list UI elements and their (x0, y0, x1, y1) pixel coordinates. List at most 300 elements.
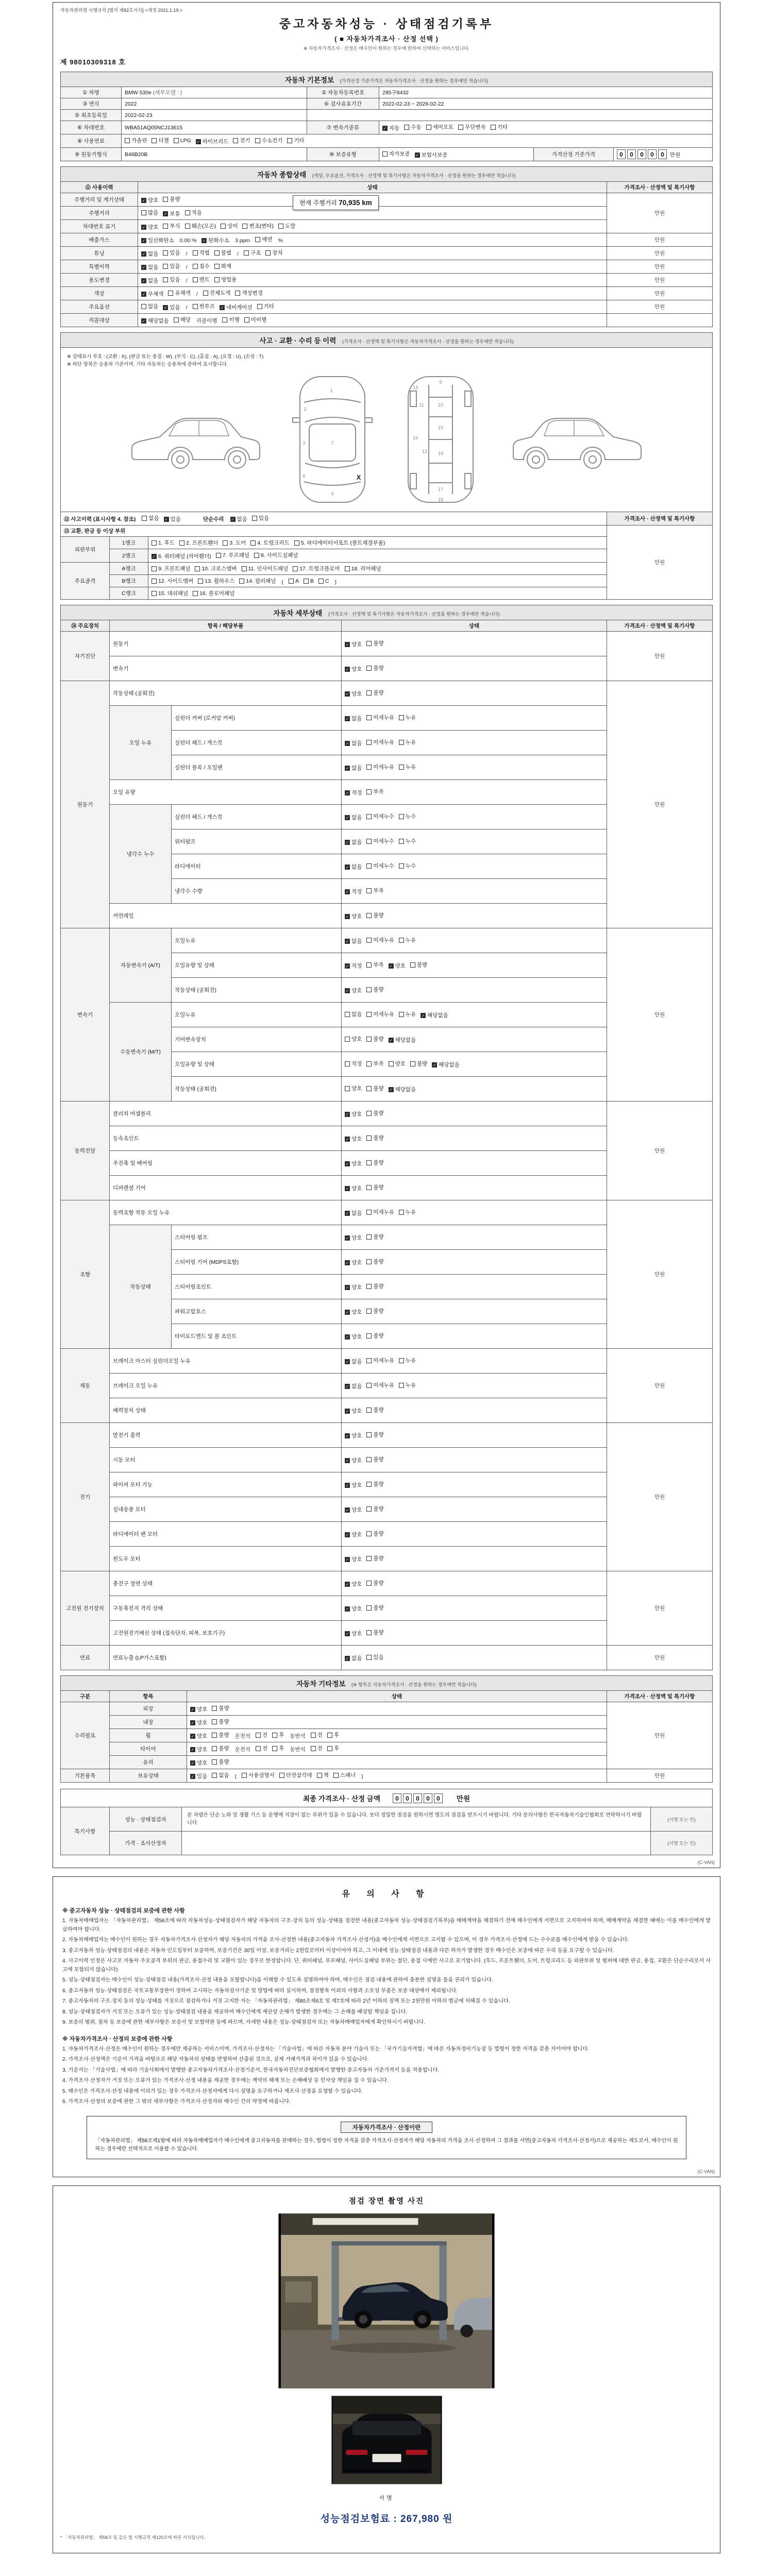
checkbox-option[interactable] (399, 738, 416, 746)
checkbox-unchecked-icon[interactable] (168, 291, 173, 296)
checkbox-unchecked-icon[interactable] (244, 250, 249, 256)
checkbox-unchecked-icon[interactable] (195, 566, 200, 571)
checkbox-checked-icon[interactable] (345, 1334, 350, 1340)
checkbox-option[interactable] (279, 1771, 312, 1779)
checkbox-option[interactable] (345, 814, 362, 821)
checkbox-option[interactable] (366, 1604, 383, 1612)
checkbox-option[interactable] (317, 1771, 329, 1779)
checkbox-unchecked-icon[interactable] (333, 1773, 339, 1778)
checkbox-option[interactable] (382, 150, 410, 158)
checkbox-option[interactable] (196, 138, 229, 145)
checkbox-option[interactable] (345, 739, 362, 747)
checkbox-option[interactable] (252, 514, 269, 522)
checkbox-option[interactable] (212, 1758, 229, 1766)
checkbox-unchecked-icon[interactable] (222, 317, 227, 323)
checkbox-option[interactable] (256, 1731, 267, 1739)
checkbox-unchecked-icon[interactable] (399, 765, 404, 770)
checkbox-unchecked-icon[interactable] (399, 740, 404, 745)
checkbox-unchecked-icon[interactable] (366, 962, 372, 968)
checkbox-unchecked-icon[interactable] (244, 317, 249, 323)
checkbox-option[interactable] (366, 1233, 383, 1241)
checkbox-option[interactable] (242, 565, 289, 572)
checkbox-option[interactable] (345, 1084, 362, 1092)
checkbox-checked-icon[interactable] (163, 305, 168, 310)
checkbox-unchecked-icon[interactable] (366, 1556, 372, 1561)
checkbox-unchecked-icon[interactable] (345, 566, 350, 571)
checkbox-option[interactable] (190, 1759, 207, 1767)
checkbox-checked-icon[interactable] (345, 840, 350, 845)
checkbox-checked-icon[interactable] (190, 1774, 195, 1779)
checkbox-option[interactable] (287, 137, 304, 144)
checkbox-option[interactable] (366, 1554, 383, 1562)
checkbox-option[interactable] (458, 123, 486, 131)
checkbox-checked-icon[interactable] (141, 198, 146, 203)
checkbox-option[interactable] (345, 565, 381, 572)
checkbox-option[interactable] (345, 1432, 362, 1439)
checkbox-option[interactable] (193, 276, 210, 283)
checkbox-unchecked-icon[interactable] (491, 125, 496, 130)
checkbox-unchecked-icon[interactable] (366, 1086, 372, 1091)
checkbox-option[interactable] (366, 689, 383, 697)
checkbox-checked-icon[interactable] (345, 1310, 350, 1315)
checkbox-option[interactable] (223, 539, 246, 547)
checkbox-checked-icon[interactable] (141, 225, 146, 230)
checkbox-option[interactable] (152, 539, 175, 547)
checkbox-option[interactable] (125, 137, 147, 144)
checkbox-option[interactable] (410, 1060, 427, 1067)
checkbox-unchecked-icon[interactable] (272, 1733, 277, 1738)
checkbox-checked-icon[interactable] (345, 1483, 350, 1488)
checkbox-unchecked-icon[interactable] (366, 1061, 372, 1066)
checkbox-option[interactable] (141, 223, 158, 231)
checkbox-checked-icon[interactable] (345, 988, 350, 993)
checkbox-checked-icon[interactable] (345, 1532, 350, 1537)
checkbox-option[interactable] (366, 639, 383, 647)
checkbox-option[interactable] (185, 209, 202, 216)
checkbox-option[interactable] (366, 1579, 383, 1587)
checkbox-option[interactable] (366, 1505, 383, 1513)
checkbox-checked-icon[interactable] (345, 1137, 350, 1142)
checkbox-option[interactable] (366, 1653, 383, 1661)
checkbox-option[interactable] (345, 1382, 362, 1390)
checkbox-unchecked-icon[interactable] (366, 1333, 372, 1338)
checkbox-unchecked-icon[interactable] (366, 1531, 372, 1536)
checkbox-unchecked-icon[interactable] (366, 765, 372, 770)
checkbox-option[interactable] (345, 863, 362, 871)
checkbox-option[interactable] (152, 589, 188, 597)
checkbox-option[interactable] (345, 1605, 362, 1613)
checkbox-option[interactable] (366, 1381, 394, 1389)
checkbox-unchecked-icon[interactable] (399, 863, 404, 869)
checkbox-option[interactable] (244, 316, 266, 324)
checkbox-unchecked-icon[interactable] (212, 1773, 217, 1778)
checkbox-option[interactable] (366, 1332, 383, 1340)
checkbox-unchecked-icon[interactable] (327, 1746, 332, 1751)
checkbox-option[interactable] (426, 123, 454, 131)
checkbox-option[interactable] (198, 577, 234, 585)
checkbox-option[interactable] (163, 222, 180, 230)
checkbox-option[interactable] (366, 763, 394, 771)
checkbox-option[interactable] (190, 1732, 207, 1740)
checkbox-option[interactable] (366, 1455, 383, 1463)
checkbox-option[interactable] (366, 1357, 394, 1364)
checkbox-checked-icon[interactable] (163, 211, 168, 216)
checkbox-option[interactable] (366, 887, 383, 894)
checkbox-option[interactable] (366, 1208, 394, 1216)
checkbox-unchecked-icon[interactable] (311, 1733, 316, 1738)
checkbox-option[interactable] (327, 1731, 339, 1739)
checkbox-option[interactable] (366, 961, 383, 969)
checkbox-option[interactable] (193, 262, 210, 270)
checkbox-checked-icon[interactable] (196, 139, 201, 144)
checkbox-option[interactable] (345, 912, 362, 920)
checkbox-unchecked-icon[interactable] (212, 1759, 217, 1765)
appraiser-signature-area[interactable]: (서명 또는 인) (651, 1832, 713, 1855)
checkbox-unchecked-icon[interactable] (278, 224, 283, 229)
checkbox-option[interactable] (399, 936, 416, 944)
checkbox-option[interactable] (333, 1771, 356, 1779)
checkbox-unchecked-icon[interactable] (366, 814, 372, 819)
checkbox-unchecked-icon[interactable] (255, 138, 260, 143)
checkbox-option[interactable] (214, 262, 231, 270)
checkbox-option[interactable] (366, 812, 394, 820)
checkbox-option[interactable] (345, 1531, 362, 1538)
checkbox-unchecked-icon[interactable] (256, 1733, 261, 1738)
checkbox-option[interactable] (163, 249, 180, 257)
checkbox-checked-icon[interactable] (345, 865, 350, 870)
checkbox-option[interactable] (195, 565, 237, 572)
checkbox-unchecked-icon[interactable] (125, 138, 130, 143)
checkbox-option[interactable] (293, 565, 340, 572)
checkbox-checked-icon[interactable] (421, 1013, 426, 1018)
checkbox-unchecked-icon[interactable] (366, 1457, 372, 1462)
checkbox-option[interactable] (327, 1744, 339, 1752)
checkbox-unchecked-icon[interactable] (366, 913, 372, 918)
checkbox-option[interactable] (345, 1184, 362, 1192)
checkbox-unchecked-icon[interactable] (318, 579, 324, 584)
checkbox-option[interactable] (389, 1086, 416, 1093)
checkbox-option[interactable] (366, 1258, 383, 1265)
checkbox-checked-icon[interactable] (141, 292, 146, 297)
checkbox-option[interactable] (272, 1744, 284, 1752)
checkbox-checked-icon[interactable] (345, 1211, 350, 1216)
checkbox-unchecked-icon[interactable] (345, 1037, 350, 1042)
checkbox-option[interactable] (311, 1731, 323, 1739)
checkbox-checked-icon[interactable] (141, 278, 146, 283)
checkbox-option[interactable] (366, 1406, 383, 1414)
checkbox-unchecked-icon[interactable] (141, 210, 146, 215)
checkbox-unchecked-icon[interactable] (163, 277, 168, 282)
checkbox-option[interactable] (255, 235, 272, 243)
checkbox-unchecked-icon[interactable] (212, 1719, 217, 1724)
checkbox-unchecked-icon[interactable] (366, 1234, 372, 1240)
checkbox-option[interactable] (163, 210, 180, 217)
checkbox-option[interactable] (244, 249, 261, 257)
checkbox-option[interactable] (220, 303, 253, 311)
checkbox-unchecked-icon[interactable] (458, 125, 463, 130)
checkbox-unchecked-icon[interactable] (152, 566, 157, 571)
checkbox-unchecked-icon[interactable] (242, 1773, 247, 1778)
checkbox-option[interactable] (201, 236, 229, 244)
checkbox-unchecked-icon[interactable] (366, 666, 372, 671)
checkbox-option[interactable] (242, 222, 274, 230)
checkbox-option[interactable] (345, 1308, 362, 1316)
checkbox-option[interactable] (190, 1705, 207, 1713)
checkbox-option[interactable] (366, 911, 383, 919)
checkbox-option[interactable] (345, 937, 362, 945)
checkbox-option[interactable] (212, 1704, 229, 1712)
checkbox-checked-icon[interactable] (345, 1384, 350, 1389)
checkbox-unchecked-icon[interactable] (255, 237, 260, 242)
checkbox-option[interactable] (345, 789, 362, 796)
checkbox-option[interactable] (345, 1135, 362, 1143)
checkbox-option[interactable] (168, 289, 190, 297)
checkbox-unchecked-icon[interactable] (366, 1581, 372, 1586)
checkbox-option[interactable] (366, 1134, 383, 1142)
checkbox-option[interactable] (399, 714, 416, 721)
checkbox-option[interactable] (389, 1036, 416, 1044)
checkbox-option[interactable] (294, 539, 385, 547)
checkbox-option[interactable] (399, 812, 416, 820)
checkbox-unchecked-icon[interactable] (366, 1605, 372, 1611)
checkbox-unchecked-icon[interactable] (223, 540, 228, 546)
checkbox-option[interactable] (366, 1010, 394, 1018)
checkbox-unchecked-icon[interactable] (399, 715, 404, 720)
checkbox-option[interactable] (415, 151, 448, 159)
checkbox-option[interactable] (366, 1035, 383, 1043)
checkbox-checked-icon[interactable] (190, 1707, 195, 1712)
checkbox-option[interactable] (345, 640, 362, 648)
checkbox-unchecked-icon[interactable] (366, 690, 372, 696)
checkbox-option[interactable] (257, 302, 274, 310)
checkbox-checked-icon[interactable] (345, 1656, 350, 1661)
checkbox-unchecked-icon[interactable] (366, 641, 372, 646)
checkbox-unchecked-icon[interactable] (193, 250, 198, 256)
checkbox-option[interactable] (230, 515, 247, 523)
checkbox-option[interactable] (382, 124, 399, 132)
checkbox-option[interactable] (174, 138, 191, 144)
checkbox-unchecked-icon[interactable] (185, 210, 190, 215)
checkbox-checked-icon[interactable] (141, 238, 146, 243)
checkbox-option[interactable] (366, 788, 383, 795)
checkbox-option[interactable] (141, 196, 158, 204)
checkbox-option[interactable] (366, 1480, 383, 1488)
checkbox-option[interactable] (345, 764, 362, 772)
checkbox-unchecked-icon[interactable] (366, 839, 372, 844)
checkbox-unchecked-icon[interactable] (235, 291, 240, 296)
checkbox-option[interactable] (203, 289, 231, 297)
checkbox-unchecked-icon[interactable] (399, 814, 404, 819)
checkbox-checked-icon[interactable] (345, 1507, 350, 1513)
checkbox-checked-icon[interactable] (389, 1087, 394, 1092)
checkbox-unchecked-icon[interactable] (399, 839, 404, 844)
checkbox-option[interactable] (255, 137, 283, 144)
checkbox-unchecked-icon[interactable] (366, 938, 372, 943)
checkbox-unchecked-icon[interactable] (366, 1630, 372, 1635)
checkbox-unchecked-icon[interactable] (152, 591, 157, 596)
checkbox-unchecked-icon[interactable] (163, 224, 168, 229)
checkbox-unchecked-icon[interactable] (366, 1506, 372, 1512)
checkbox-unchecked-icon[interactable] (198, 579, 203, 584)
checkbox-unchecked-icon[interactable] (242, 224, 247, 229)
checkbox-checked-icon[interactable] (201, 238, 207, 243)
checkbox-option[interactable] (366, 837, 394, 845)
checkbox-unchecked-icon[interactable] (399, 938, 404, 943)
checkbox-option[interactable] (345, 1060, 362, 1067)
checkbox-option[interactable] (190, 1772, 207, 1780)
checkbox-option[interactable] (345, 1110, 362, 1118)
checkbox-option[interactable] (389, 962, 406, 970)
checkbox-option[interactable] (345, 1035, 362, 1043)
checkbox-unchecked-icon[interactable] (185, 224, 190, 229)
checkbox-checked-icon[interactable] (345, 716, 350, 721)
checkbox-unchecked-icon[interactable] (304, 579, 309, 584)
checkbox-unchecked-icon[interactable] (256, 1746, 261, 1751)
checkbox-unchecked-icon[interactable] (214, 264, 220, 269)
checkbox-checked-icon[interactable] (389, 1038, 394, 1043)
checkbox-unchecked-icon[interactable] (366, 1432, 372, 1437)
checkbox-checked-icon[interactable] (345, 1359, 350, 1364)
checkbox-option[interactable] (212, 1718, 229, 1725)
checkbox-unchecked-icon[interactable] (257, 304, 262, 309)
checkbox-unchecked-icon[interactable] (366, 1284, 372, 1289)
checkbox-option[interactable] (164, 515, 181, 523)
checkbox-checked-icon[interactable] (345, 1409, 350, 1414)
checkbox-unchecked-icon[interactable] (294, 540, 299, 546)
checkbox-unchecked-icon[interactable] (345, 1061, 350, 1066)
checkbox-unchecked-icon[interactable] (152, 579, 157, 584)
checkbox-option[interactable] (212, 1771, 229, 1779)
inspector-signature-area[interactable]: (서명 또는 인) (651, 1807, 713, 1832)
checkbox-unchecked-icon[interactable] (287, 138, 292, 143)
checkbox-option[interactable] (404, 123, 421, 131)
checkbox-checked-icon[interactable] (345, 963, 350, 969)
checkbox-option[interactable] (345, 1407, 362, 1415)
checkbox-unchecked-icon[interactable] (366, 1408, 372, 1413)
checkbox-option[interactable] (345, 1481, 362, 1489)
checkbox-option[interactable] (265, 249, 282, 257)
checkbox-option[interactable] (366, 1307, 383, 1315)
checkbox-unchecked-icon[interactable] (366, 1037, 372, 1042)
checkbox-option[interactable] (366, 714, 394, 721)
checkbox-unchecked-icon[interactable] (152, 540, 157, 546)
checkbox-checked-icon[interactable] (345, 766, 350, 771)
checkbox-unchecked-icon[interactable] (366, 1383, 372, 1388)
checkbox-unchecked-icon[interactable] (366, 1136, 372, 1141)
checkbox-unchecked-icon[interactable] (317, 1773, 322, 1778)
checkbox-checked-icon[interactable] (345, 939, 350, 944)
checkbox-option[interactable] (345, 1160, 362, 1167)
checkbox-unchecked-icon[interactable] (265, 250, 271, 256)
checkbox-checked-icon[interactable] (432, 1062, 437, 1067)
checkbox-unchecked-icon[interactable] (345, 1086, 350, 1091)
checkbox-checked-icon[interactable] (345, 1582, 350, 1587)
checkbox-unchecked-icon[interactable] (179, 540, 184, 546)
checkbox-checked-icon[interactable] (190, 1734, 195, 1739)
checkbox-option[interactable] (311, 1744, 323, 1752)
checkbox-option[interactable] (318, 578, 329, 584)
checkbox-option[interactable] (366, 862, 394, 870)
checkbox-unchecked-icon[interactable] (366, 987, 372, 992)
checkbox-option[interactable] (345, 1580, 362, 1588)
checkbox-option[interactable] (272, 1731, 284, 1739)
checkbox-checked-icon[interactable] (382, 126, 388, 131)
checkbox-option[interactable] (254, 551, 298, 559)
checkbox-unchecked-icon[interactable] (399, 1383, 404, 1388)
checkbox-option[interactable] (366, 1159, 383, 1166)
checkbox-option[interactable] (193, 589, 234, 597)
checkbox-checked-icon[interactable] (389, 963, 394, 969)
checkbox-checked-icon[interactable] (345, 815, 350, 820)
checkbox-option[interactable] (491, 123, 508, 131)
checkbox-checked-icon[interactable] (345, 790, 350, 795)
checkbox-unchecked-icon[interactable] (233, 138, 238, 143)
checkbox-option[interactable] (345, 1010, 362, 1018)
checkbox-option[interactable] (163, 262, 180, 270)
checkbox-option[interactable] (239, 577, 276, 585)
checkbox-option[interactable] (345, 1234, 362, 1242)
checkbox-unchecked-icon[interactable] (239, 579, 244, 584)
checkbox-option[interactable] (163, 276, 180, 283)
checkbox-option[interactable] (345, 1555, 362, 1563)
checkbox-option[interactable] (141, 209, 158, 216)
checkbox-option[interactable] (212, 1731, 229, 1739)
checkbox-unchecked-icon[interactable] (214, 250, 220, 256)
checkbox-unchecked-icon[interactable] (254, 553, 259, 558)
checkbox-unchecked-icon[interactable] (272, 1746, 277, 1751)
checkbox-unchecked-icon[interactable] (366, 1655, 372, 1660)
checkbox-unchecked-icon[interactable] (366, 1358, 372, 1363)
checkbox-unchecked-icon[interactable] (389, 1061, 394, 1066)
checkbox-unchecked-icon[interactable] (193, 264, 198, 269)
checkbox-unchecked-icon[interactable] (141, 304, 146, 309)
checkbox-option[interactable] (345, 665, 362, 673)
checkbox-unchecked-icon[interactable] (163, 264, 168, 269)
checkbox-option[interactable] (366, 986, 383, 993)
checkbox-option[interactable] (399, 763, 416, 771)
checkbox-option[interactable] (216, 551, 249, 559)
checkbox-checked-icon[interactable] (345, 1161, 350, 1166)
checkbox-checked-icon[interactable] (345, 889, 350, 894)
checkbox-option[interactable] (399, 1010, 416, 1018)
checkbox-option[interactable] (399, 837, 416, 845)
checkbox-checked-icon[interactable] (220, 305, 225, 310)
checkbox-option[interactable] (345, 1654, 362, 1662)
checkbox-unchecked-icon[interactable] (203, 291, 208, 296)
checkbox-unchecked-icon[interactable] (279, 1773, 284, 1778)
checkbox-checked-icon[interactable] (345, 1458, 350, 1463)
checkbox-unchecked-icon[interactable] (152, 138, 157, 143)
checkbox-checked-icon[interactable] (345, 642, 350, 647)
checkbox-checked-icon[interactable] (345, 1112, 350, 1117)
checkbox-unchecked-icon[interactable] (293, 566, 298, 571)
checkbox-unchecked-icon[interactable] (366, 1012, 372, 1017)
checkbox-option[interactable] (163, 303, 180, 311)
checkbox-option[interactable] (432, 1061, 460, 1069)
signature-label[interactable]: 서명 (379, 2495, 394, 2501)
checkbox-option[interactable] (179, 539, 218, 547)
checkbox-option[interactable] (345, 1506, 362, 1514)
checkbox-option[interactable] (366, 1084, 383, 1092)
checkbox-option[interactable] (399, 1381, 416, 1389)
checkbox-option[interactable] (212, 1744, 229, 1752)
checkbox-option[interactable] (242, 1771, 275, 1779)
checkbox-option[interactable] (235, 289, 263, 297)
checkbox-option[interactable] (141, 263, 158, 271)
checkbox-option[interactable] (345, 1283, 362, 1291)
checkbox-unchecked-icon[interactable] (366, 1160, 372, 1165)
checkbox-option[interactable] (141, 290, 163, 298)
